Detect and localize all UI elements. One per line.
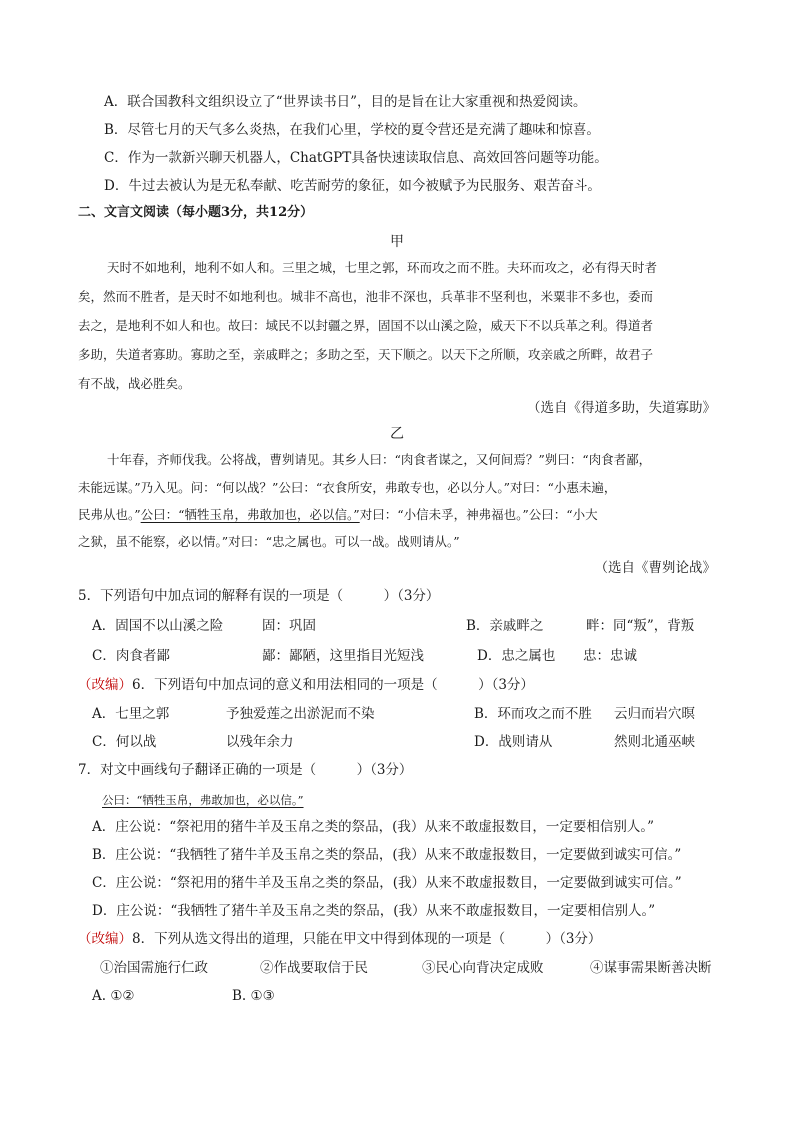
q6-stem: 6．下列语句中加点词的意义和用法相同的一项是（ ）（3分） bbox=[132, 677, 534, 693]
q6-stem-line bbox=[78, 675, 534, 695]
q6-option-a: A．七里之郭 bbox=[92, 706, 170, 722]
q6-option-b: B．环而攻之而不胜 bbox=[474, 706, 592, 722]
passage-yi-text: 对曰：“小信未孚，神弗福也。”公曰：“小大 bbox=[359, 507, 598, 522]
passage-jia-line: 矣，然而不胜者，是天时不如地利也。城非不高也，池非不深也，兵革非不坚利也，米粟非不多也，委而 bbox=[78, 289, 654, 304]
section-heading: 二、文言文阅读（每小题3分，共12分） bbox=[78, 205, 314, 220]
q7-stem: 7．对文中画线句子翻译正确的一项是（ ）（3分） bbox=[78, 762, 413, 778]
q5-option-c: C．肉食者鄙 bbox=[92, 648, 170, 664]
q5-option-b: B．亲戚畔之 bbox=[466, 618, 544, 634]
q8-stem: 8．下列从选文得出的道理，只能在甲文中得到体现的一项是（ ）（3分） bbox=[132, 931, 602, 947]
passage-yi-line: 未能远谋。”乃入见。问：“何以战？”公曰：“衣食所安，弗敢专也，必以分人。”对曰：“小惠未遍， bbox=[78, 480, 617, 495]
q5-option-d-gloss: 忠：忠诚 bbox=[583, 648, 637, 664]
passage-jia-line: 有不战，战必胜矣。 bbox=[78, 376, 191, 391]
q4-option-a: A．联合国教科文组织设立了“世界读书日”，目的是旨在让大家重视和热爱阅读。 bbox=[104, 94, 587, 110]
q8-item-3: ③民心向背决定成败 bbox=[422, 960, 544, 976]
q5-option-a: A．固国不以山溪之险 bbox=[92, 618, 224, 634]
passage-yi-line: 之狱，虽不能察，必以情。”对曰：“忠之属也。可以一战。战则请从。” bbox=[78, 534, 460, 549]
passage-jia-line: 多助，失道者寡助。寡助之至，亲戚畔之；多助之至，天下顺之。以天下之所顺，攻亲戚之所畔，故君子 bbox=[78, 347, 654, 362]
passage-jia-title: 甲 bbox=[390, 234, 404, 250]
q7-option-c: C．庄公说：“祭祀用的猪牛羊及玉帛之类的祭品，(我）从来不敢虚报数目，一定要做到诚实可信。” bbox=[92, 875, 682, 891]
q7-option-b: B．庄公说：“我牺牲了猪牛羊及玉帛之类的祭品，(我）从来不敢虚报数目，一定要做到诚实可信。” bbox=[92, 847, 682, 863]
q8-stem-line bbox=[78, 929, 601, 949]
q5-option-a-gloss: 固：巩固 bbox=[262, 618, 316, 634]
adapted-tag: （改编） bbox=[78, 677, 132, 693]
passage-yi-line bbox=[78, 505, 598, 525]
q8-option-b: B. ①③ bbox=[232, 988, 275, 1004]
q6-option-d-compare: 然则北通巫峡 bbox=[614, 734, 695, 750]
q8-item-1: ①治国需施行仁政 bbox=[100, 960, 208, 976]
q6-option-b-compare: 云归而岩穴暝 bbox=[614, 706, 695, 722]
passage-yi-text: 民弗从也。” bbox=[78, 507, 141, 522]
q8-item-4: ④谋事需果断善决断 bbox=[590, 960, 712, 976]
passage-yi-line: 十年春，齐师伐我。公将战，曹刿请见。其乡人曰：“肉食者谋之，又何间焉？”刿曰：“肉食者鄙， bbox=[107, 452, 652, 467]
passage-jia-line: 去之，是地利不如人和也。故曰：域民不以封疆之界，固国不以山溪之险，威天下不以兵革之利。得道者 bbox=[78, 318, 654, 333]
q6-option-a-compare: 予独爱莲之出淤泥而不染 bbox=[226, 706, 375, 722]
q6-option-d: D．战则请从 bbox=[474, 734, 553, 750]
passage-jia-line: 天时不如地利，地利不如人和。三里之城，七里之郭，环而攻之而不胜。夫环而攻之，必有得天时者 bbox=[107, 260, 658, 275]
q7-quote: 公曰：“牺牲玉帛，弗敢加也，必以信。” bbox=[102, 793, 304, 807]
q4-option-d: D．牛过去被认为是无私奉献、吃苦耐劳的象征，如今被赋予为民服务、艰苦奋斗。 bbox=[104, 178, 601, 194]
q5-option-b-gloss: 畔：同“叛”，背叛 bbox=[586, 618, 695, 634]
passage-jia-source: （选自《得道多助，失道寡助》 bbox=[527, 400, 716, 416]
q8-item-2: ②作战要取信于民 bbox=[260, 960, 368, 976]
q7-option-d: D．庄公说：“我牺牲了猪牛羊及玉帛之类的祭品，(我）从来不敢虚报数目，一定要相信别人。” bbox=[92, 903, 656, 919]
q4-option-b: B．尽管七月的天气多么炎热，在我们心里，学校的夏令营还是充满了趣味和惊喜。 bbox=[104, 122, 600, 138]
q4-option-c: C．作为一款新兴聊天机器人，ChatGPT具备快速读取信息、高效回答问题等功能。 bbox=[104, 150, 608, 166]
q7-option-a: A．庄公说：“祭祀用的猪牛羊及玉帛之类的祭品，(我）从来不敢虚报数目，一定要相信别人。” bbox=[92, 819, 655, 835]
underlined-sentence: 公曰：“牺牲玉帛，弗敢加也，必以信。” bbox=[140, 507, 360, 522]
adapted-tag: （改编） bbox=[78, 931, 132, 947]
q6-option-c-compare: 以残年余力 bbox=[226, 734, 294, 750]
q5-stem: 5．下列语句中加点词的解释有误的一项是（ ）（3分） bbox=[78, 588, 440, 604]
q7-quote-wrap bbox=[102, 790, 304, 810]
passage-yi-title: 乙 bbox=[390, 426, 404, 442]
q8-option-a: A. ①② bbox=[92, 988, 135, 1004]
q5-option-d: D．忠之属也 bbox=[477, 648, 556, 664]
q6-option-c: C．何以战 bbox=[92, 734, 157, 750]
q5-option-c-gloss: 鄙：鄙陋，这里指目光短浅 bbox=[262, 648, 424, 664]
passage-yi-source: （选自《曹刿论战》 bbox=[594, 560, 716, 576]
